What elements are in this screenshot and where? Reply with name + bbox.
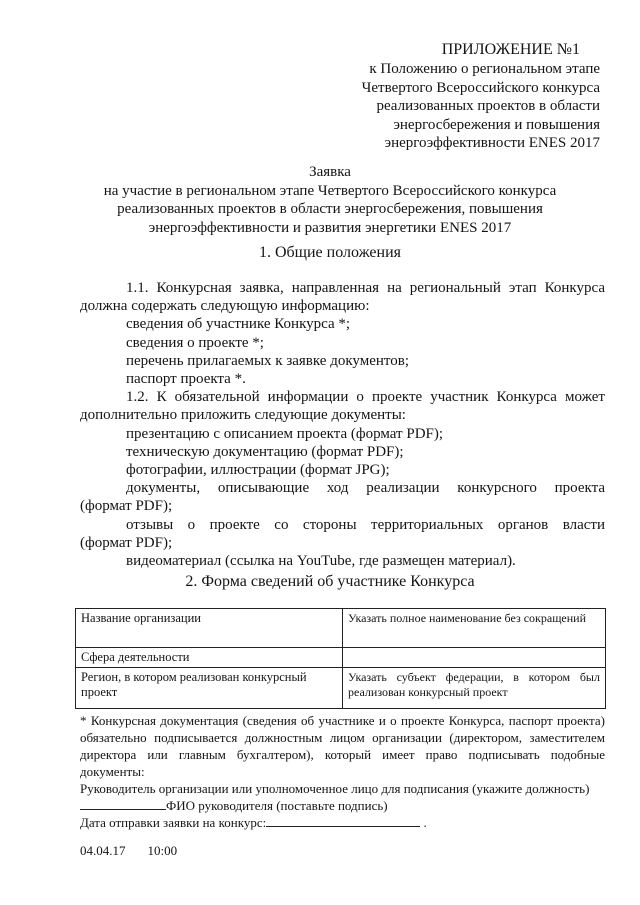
list-item: видеоматериал (ссылка на YouTube, где размещен материал). [126, 553, 516, 570]
fio-line [80, 797, 605, 814]
date-line [80, 814, 605, 831]
date-end-dot: . [423, 815, 427, 830]
list-item: документы, описывающие ход реализации конкурсного проекта [126, 480, 605, 497]
footnote-text: * Конкурсная документация (сведения об участнике и о проекте Конкурса, паспорт проекта) обязательно подписывается должностным лицом организации (директором, заместителем директора или главным бухгалтером), который имеет право подписывать подобные документы: [80, 713, 605, 779]
table-cell-value [343, 648, 606, 668]
table-cell-label: Название организации [76, 609, 343, 648]
application-subtitle-line: энергоэффективности и развития энергетики ENES 2017 [148, 219, 512, 236]
list-item-continuation: (формат PDF); [80, 498, 173, 515]
list-item: паспорт проекта *. [126, 371, 246, 388]
list-item: перечень прилагаемых к заявке документов; [126, 352, 409, 369]
list-item: отзывы о проекте со стороны территориальных органов власти [126, 516, 605, 533]
list-item: сведения об участнике Конкурса *; [126, 316, 351, 333]
date-label: Дата отправки заявки на конкурс: [80, 815, 267, 830]
table-cell-value: Указать полное наименование без сокращений [343, 609, 606, 648]
paragraph-1-2: 1.2. К обязательной информации о проекте участник Конкурса может дополнительно приложить следующие документы: [80, 389, 605, 424]
signer-line: Руководитель организации или уполномоченное лицо для подписания (укажите должность) [80, 781, 590, 796]
appendix-line: реализованных проектов в области [376, 98, 600, 114]
list-item: техническую документацию (формат PDF); [126, 443, 404, 460]
application-title-block [40, 163, 620, 237]
application-subtitle-line: реализованных проектов в области энергосбережения, повышения [117, 201, 543, 217]
table-cell-value: Указать субъект федерации, в котором был реализован конкурсный проект [343, 668, 606, 709]
list-item: сведения о проекте *; [126, 334, 264, 351]
appendix-line: энергосбережения и повышения [393, 116, 600, 133]
list-item-continuation: (формат PDF); [80, 534, 173, 551]
stamp-time: 10:00 [147, 843, 178, 858]
signature-blank-line [80, 797, 166, 810]
section2-heading: 2. Форма сведений об участнике Конкурса [185, 573, 475, 590]
list-item: презентацию с описанием проекта (формат PDF); [126, 425, 444, 442]
section1-body [80, 279, 605, 570]
section1-heading: 1. Общие положения [258, 244, 402, 261]
table-cell-label: Сфера деятельности [76, 648, 343, 668]
stamp-date: 04.04.17 [80, 843, 126, 858]
date-blank-line [266, 814, 420, 827]
appendix-line: к Положению о региональном этапе [369, 61, 600, 77]
print-stamp [80, 843, 199, 859]
footnote-block [80, 712, 605, 831]
participant-info-table [75, 608, 606, 709]
application-subtitle-line: на участие в региональном этапе Четвертого Всероссийского конкурса [103, 182, 557, 199]
application-title: Заявка [309, 164, 351, 180]
table-row [76, 609, 606, 648]
list-item: фотографии, иллюстрации (формат JPG); [126, 462, 390, 479]
appendix-line: Четвертого Всероссийского конкурса [361, 79, 600, 96]
table-cell-label: Регион, в котором реализован конкурсный проект [76, 668, 343, 709]
table-row [76, 648, 606, 668]
appendix-header [270, 40, 600, 153]
fio-label: ФИО руководителя (поставьте подпись) [166, 798, 388, 813]
appendix-title: ПРИЛОЖЕНИЕ №1 [441, 41, 580, 58]
paragraph-1-1: 1.1. Конкурсная заявка, направленная на региональный этап Конкурса должна содержать следующую информацию: [80, 280, 605, 315]
appendix-line: энергоэффективности ENES 2017 [384, 135, 600, 151]
table-row [76, 668, 606, 709]
